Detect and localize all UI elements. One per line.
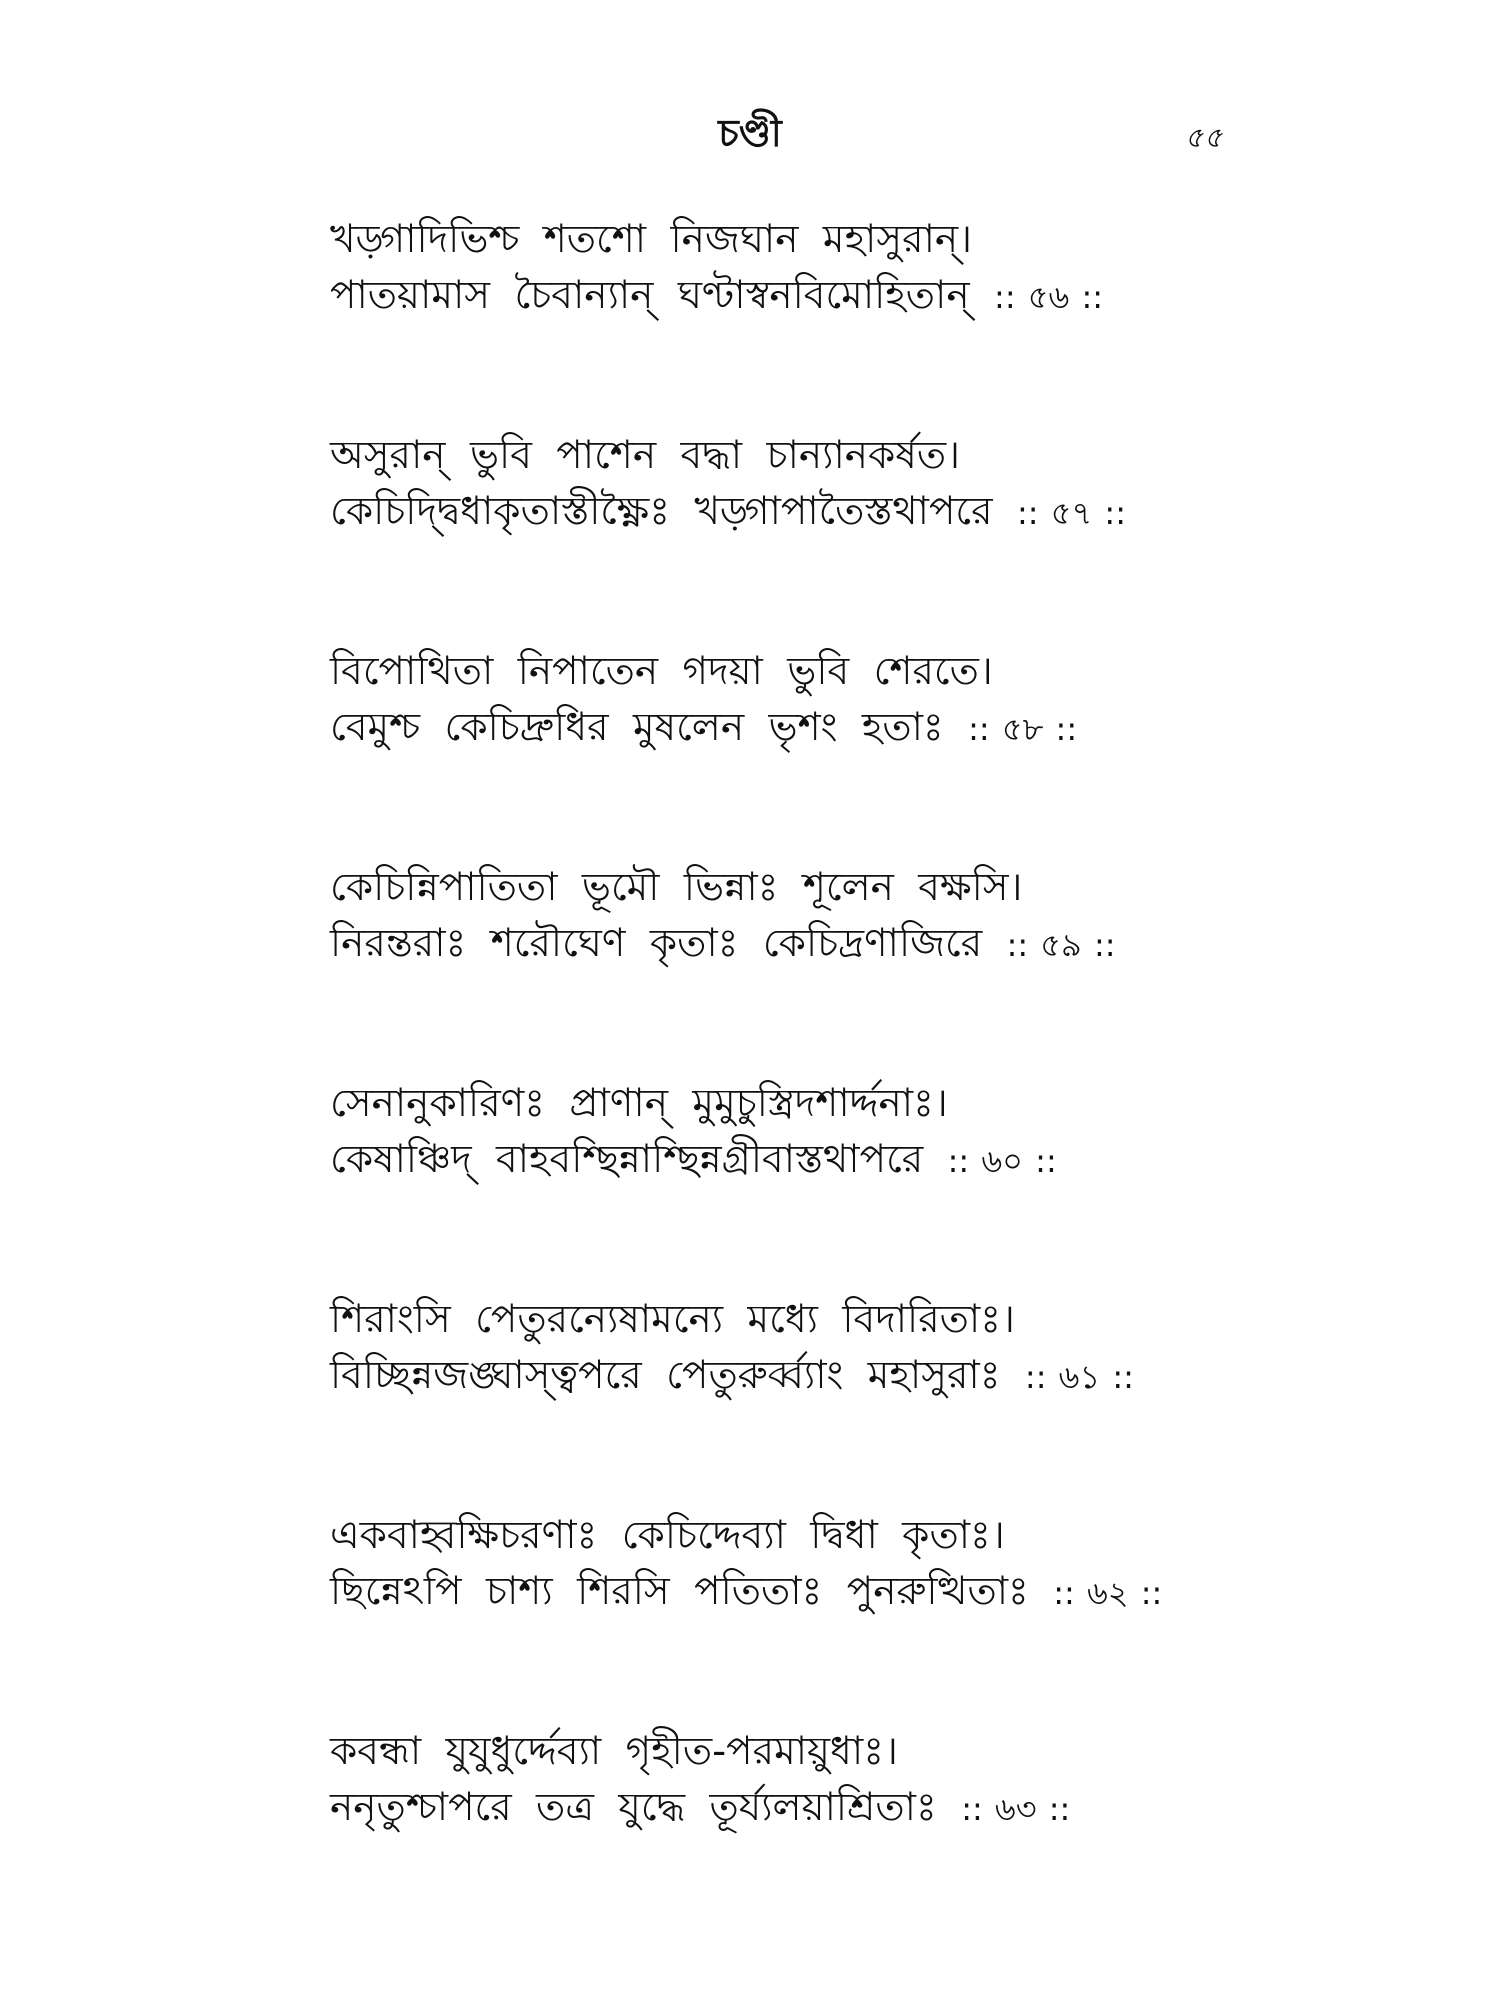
verse-number: :: ৫৬ :: xyxy=(994,278,1104,316)
verse-line-2-text: নিরন্তরাঃ শরৌঘেণ কৃতাঃ কেচিদ্রণাজিরে xyxy=(330,921,983,966)
verse-line-2-text: বিচ্ছিন্নজঙ্ঘাস্ত্বপরে পেতুরুর্ব্ব্যাং মহাসুরাঃ xyxy=(330,1353,1001,1398)
verse-line-2 xyxy=(330,919,1450,975)
verse-line-2 xyxy=(330,1351,1450,1407)
verse-line-2 xyxy=(330,703,1450,759)
verse-line-1: অসুরান্ ভুবি পাশেন বদ্ধা চান্যানকর্ষত। xyxy=(330,433,961,478)
verse-number: :: ৬৩ :: xyxy=(961,1790,1071,1828)
verse-number: :: ৬১ :: xyxy=(1024,1358,1134,1396)
verse-line-2-text: বেমুশ্চ কেচিদ্রুধির মুষলেন ভৃশং হতাঃ xyxy=(330,705,944,750)
verse-line-2-text: পাতয়ামাস চৈবান্যান্ ঘণ্টাস্বনবিমোহিতান্ xyxy=(330,273,970,318)
verse-line-1: কবন্ধা যুযুধুর্দ্দেব্যা গৃহীত-পরমায়ুধাঃ। xyxy=(330,1729,898,1774)
verse-line-2-text: ননৃতুশ্চাপরে তত্র যুদ্ধে তূর্য্যলয়াশ্রিতাঃ xyxy=(330,1785,937,1830)
verse-63 xyxy=(330,1727,1450,1943)
verse-line-2-text: কেষাঞ্চিদ্ বাহবশ্ছিন্নাশ্ছিন্নগ্রীবাস্তথাপরে xyxy=(330,1137,924,1182)
verse-line-1: বিপোথিতা নিপাতেন গদয়া ভুবি শেরতে। xyxy=(330,649,993,694)
verse-line-2 xyxy=(330,271,1450,327)
verse-line-1: কেচিন্নিপাতিতা ভূমৌ ভিন্নাঃ শূলেন বক্ষসি। xyxy=(330,865,1023,910)
page-number: ৫৫ xyxy=(1185,121,1224,154)
verse-number: :: ৬২ :: xyxy=(1053,1574,1163,1612)
verse-line-1: খড়্গাদিভিশ্চ শতশো নিজঘান মহাসুরান্। xyxy=(330,217,973,262)
verse-number: :: ৫৭ :: xyxy=(1016,494,1126,532)
verse-line-2 xyxy=(330,1135,1450,1191)
verse-61 xyxy=(330,1295,1450,1511)
verse-58 xyxy=(330,647,1450,863)
verse-line-2-text: কেচিদ্দ্বিধাকৃতাস্তীক্ষ্ণৈঃ খড়্গাপাতৈস্তথাপরে xyxy=(330,489,993,534)
verse-59 xyxy=(330,863,1450,1079)
verse-60 xyxy=(330,1079,1450,1295)
verse-number: :: ৬০ :: xyxy=(947,1142,1057,1180)
verse-line-1: সেনানুকারিণঃ প্রাণান্ মুমুচুস্ত্রিদশার্দ্দনাঃ। xyxy=(330,1081,948,1126)
verse-line-2-text: ছিন্নেঽপি চাশ্য শিরসি পতিতাঃ পুনরুত্থিতাঃ xyxy=(330,1569,1029,1614)
verse-line-2 xyxy=(330,1783,1450,1839)
verse-line-2 xyxy=(330,1567,1450,1623)
verse-56 xyxy=(330,215,1450,431)
verse-list xyxy=(330,215,1450,1943)
verse-line-2 xyxy=(330,487,1450,543)
verse-number: :: ৫৮ :: xyxy=(968,710,1078,748)
verse-57 xyxy=(330,431,1450,647)
verse-number: :: ৫৯ :: xyxy=(1006,926,1116,964)
verse-62 xyxy=(330,1511,1450,1727)
verse-line-1: শিরাংসি পেতুরন্যেষামন্যে মধ্যে বিদারিতাঃ। xyxy=(330,1297,1015,1342)
page-title: চণ্ডী xyxy=(718,111,782,155)
verse-line-1: একবাহ্বক্ষিচরণাঃ কেচিদ্দেব্যা দ্বিধা কৃতাঃ। xyxy=(330,1513,1005,1558)
